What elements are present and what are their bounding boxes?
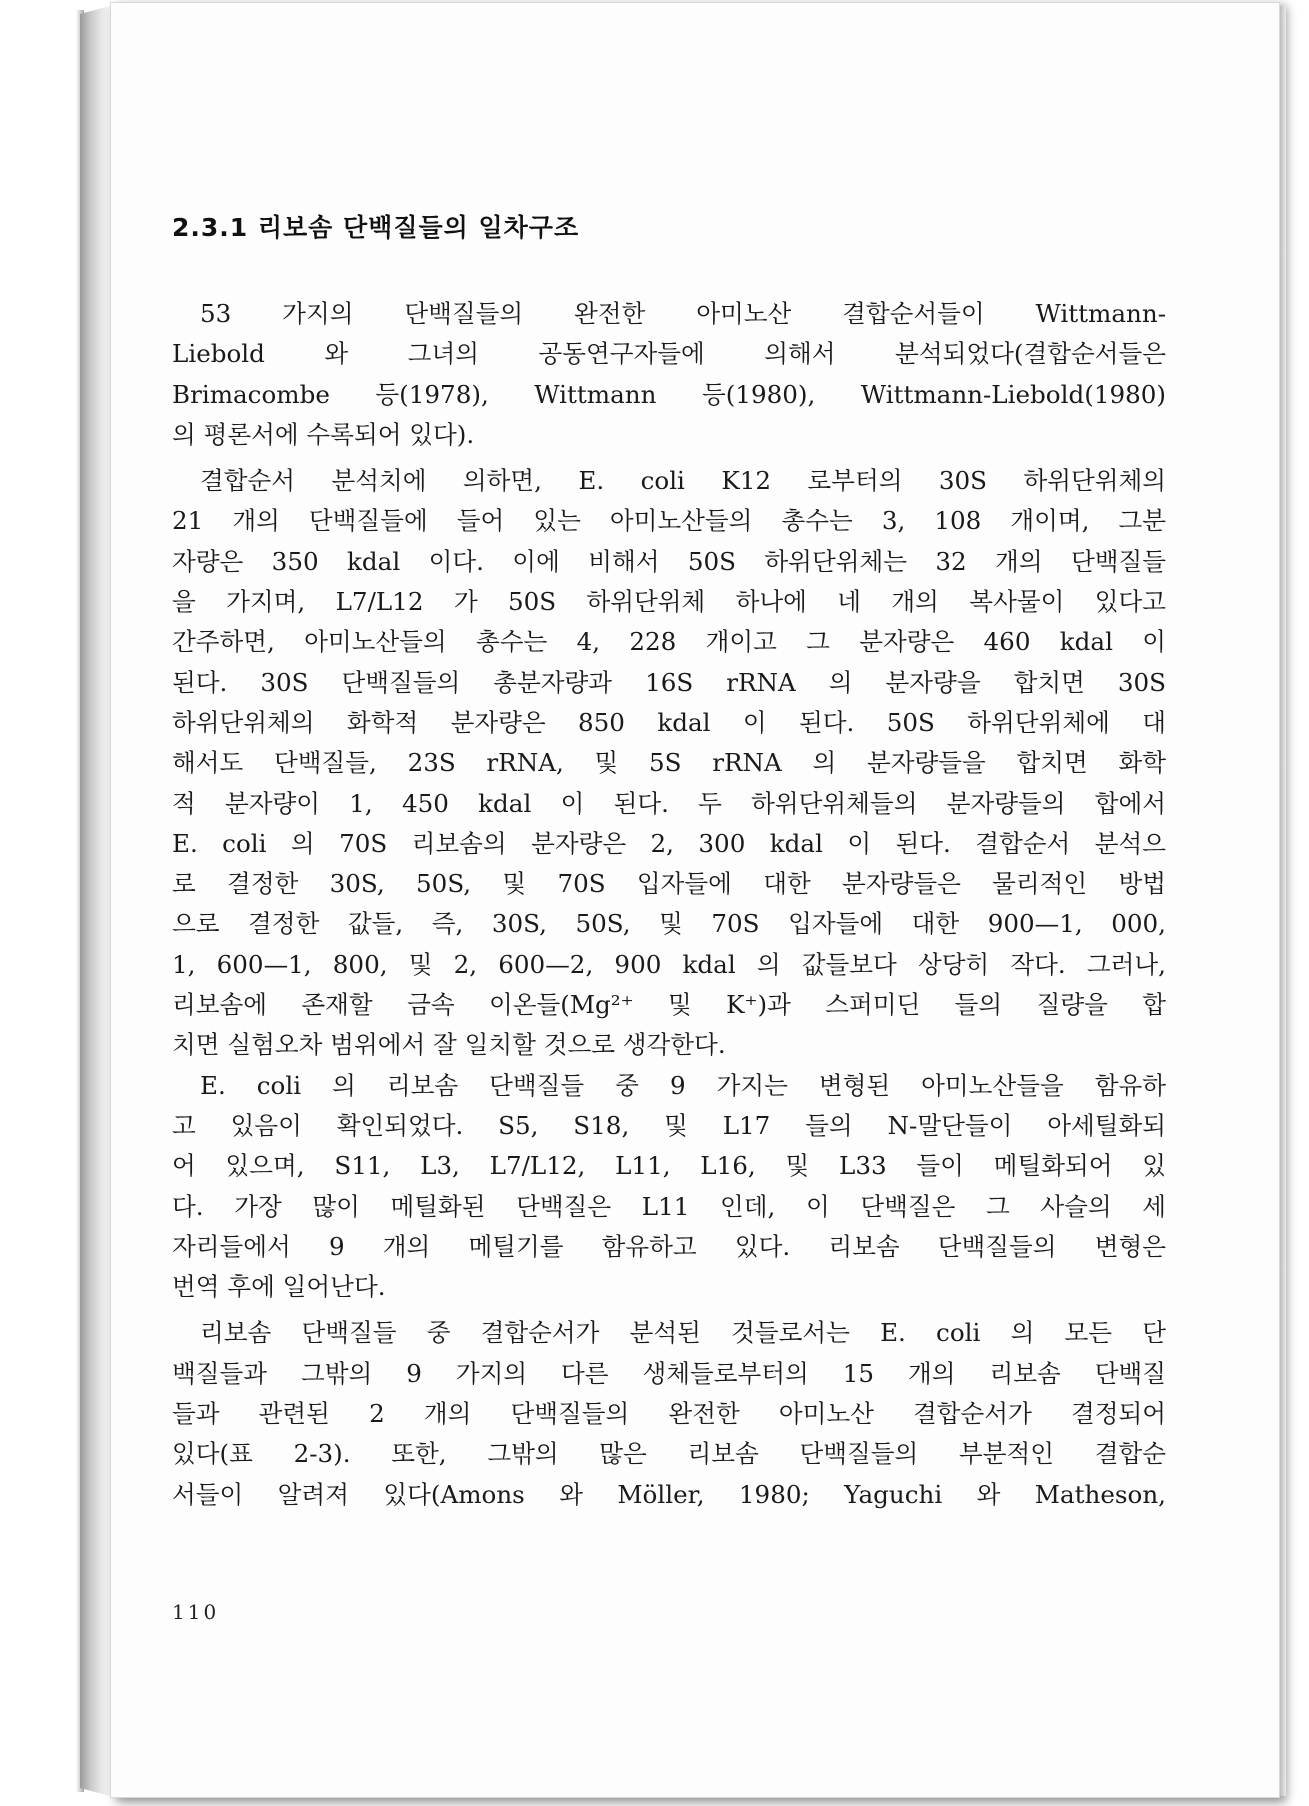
text-line: 고 있음이 확인되었다. S5, S18, 및 L17 들의 N-말단들이 아세틸화되 xyxy=(172,1110,1166,1140)
text-line: 해서도 단백질들, 23S rRNA, 및 5S rRNA 의 분자량들을 합치면 화학 xyxy=(172,748,1166,778)
text-line: 을 가지며, L7/L12 가 50S 하위단위체 하나에 네 개의 복사물이 있다고 xyxy=(172,587,1166,617)
text-line: E. coli 의 70S 리보솜의 분자량은 2, 300 kdal 이 된다. 결합순서 분석으 xyxy=(172,828,1166,858)
paragraph-1 xyxy=(172,294,1166,455)
text-line: E. coli 의 리보솜 단백질들 중 9 가지는 변형된 아미노산들을 함유하 xyxy=(200,1070,1166,1100)
text-line: 다. 가장 많이 메틸화된 단백질은 L11 인데, 이 단백질은 그 사슬의 세 xyxy=(172,1191,1166,1221)
text-line: 자량은 350 kdal 이다. 이에 비해서 50S 하위단위체는 32 개의 단백질들 xyxy=(172,546,1166,576)
text-line: 하위단위체의 화학적 분자량은 850 kdal 이 된다. 50S 하위단위체에 대 xyxy=(172,707,1166,737)
section-heading: 2.3.1 리보솜 단백질들의 일차구조 xyxy=(172,213,580,242)
text-line: 치면 실험오차 범위에서 잘 일치할 것으로 생각한다. xyxy=(172,1030,726,1060)
page-right-edge xyxy=(1280,6,1286,1796)
text-line: 21 개의 단백질들에 들어 있는 아미노산들의 총수는 3, 108 개이며, 그분 xyxy=(172,506,1166,536)
paragraph-4 xyxy=(172,1313,1166,1514)
text-line: 리보솜 단백질들 중 결합순서가 분석된 것들로서는 E. coli 의 모든 단 xyxy=(200,1318,1166,1348)
text-line: 자리들에서 9 개의 메틸기를 함유하고 있다. 리보솜 단백질들의 변형은 xyxy=(172,1231,1166,1261)
text-line: 어 있으며, S11, L3, L7/L12, L11, L16, 및 L33 들이 메틸화되어 있 xyxy=(172,1151,1166,1181)
book-spine-edge xyxy=(80,6,110,1796)
page-number: 110 xyxy=(172,1600,220,1624)
text-line: Brimacombe 등(1978), Wittmann 등(1980), Wittmann-Liebold(1980) xyxy=(172,379,1166,409)
text-line: 들과 관련된 2 개의 단백질들의 완전한 아미노산 결합순서가 결정되어 xyxy=(172,1399,1166,1429)
text-line: 적 분자량이 1, 450 kdal 이 된다. 두 하위단위체들의 분자량들의 합에서 xyxy=(172,788,1166,818)
page-content xyxy=(172,208,1166,1515)
text-line: Liebold 와 그녀의 공동연구자들에 의해서 분석되었다(결합순서들은 xyxy=(172,339,1166,369)
text-line: 있다(표 2-3). 또한, 그밖의 많은 리보솜 단백질들의 부분적인 결합순 xyxy=(172,1439,1166,1469)
text-line: 간주하면, 아미노산들의 총수는 4, 228 개이고 그 분자량은 460 kdal 이 xyxy=(172,627,1166,657)
text-line: 로 결정한 30S, 50S, 및 70S 입자들에 대한 분자량들은 물리적인 방법 xyxy=(172,869,1166,899)
text-line: 의 평론서에 수록되어 있다). xyxy=(172,419,475,449)
text-line: 서들이 알려져 있다(Amons 와 Möller, 1980; Yaguchi 와 Matheson, xyxy=(172,1479,1166,1509)
text-line: 백질들과 그밖의 9 가지의 다른 생체들로부터의 15 개의 리보솜 단백질 xyxy=(172,1358,1166,1388)
text-line: 1, 600—1, 800, 및 2, 600—2, 900 kdal 의 값들보다 상당히 작다. 그러나, xyxy=(172,949,1166,979)
text-line: 결합순서 분석치에 의하면, E. coli K12 로부터의 30S 하위단위체의 xyxy=(200,466,1166,496)
text-line: 리보솜에 존재할 금속 이온들(Mg²⁺ 및 K⁺)과 스퍼미딘 들의 질량을 합 xyxy=(172,990,1166,1020)
text-line: 된다. 30S 단백질들의 총분자량과 16S rRNA 의 분자량을 합치면 30S xyxy=(172,667,1166,697)
text-line: 으로 결정한 값들, 즉, 30S, 50S, 및 70S 입자들에 대한 900—1, 000, xyxy=(172,909,1166,939)
paragraph-3 xyxy=(172,1066,1166,1308)
paragraph-2 xyxy=(172,461,1166,1065)
text-line: 번역 후에 일어난다. xyxy=(172,1272,386,1302)
text-line: 53 가지의 단백질들의 완전한 아미노산 결합순서들이 Wittmann- xyxy=(200,299,1166,328)
